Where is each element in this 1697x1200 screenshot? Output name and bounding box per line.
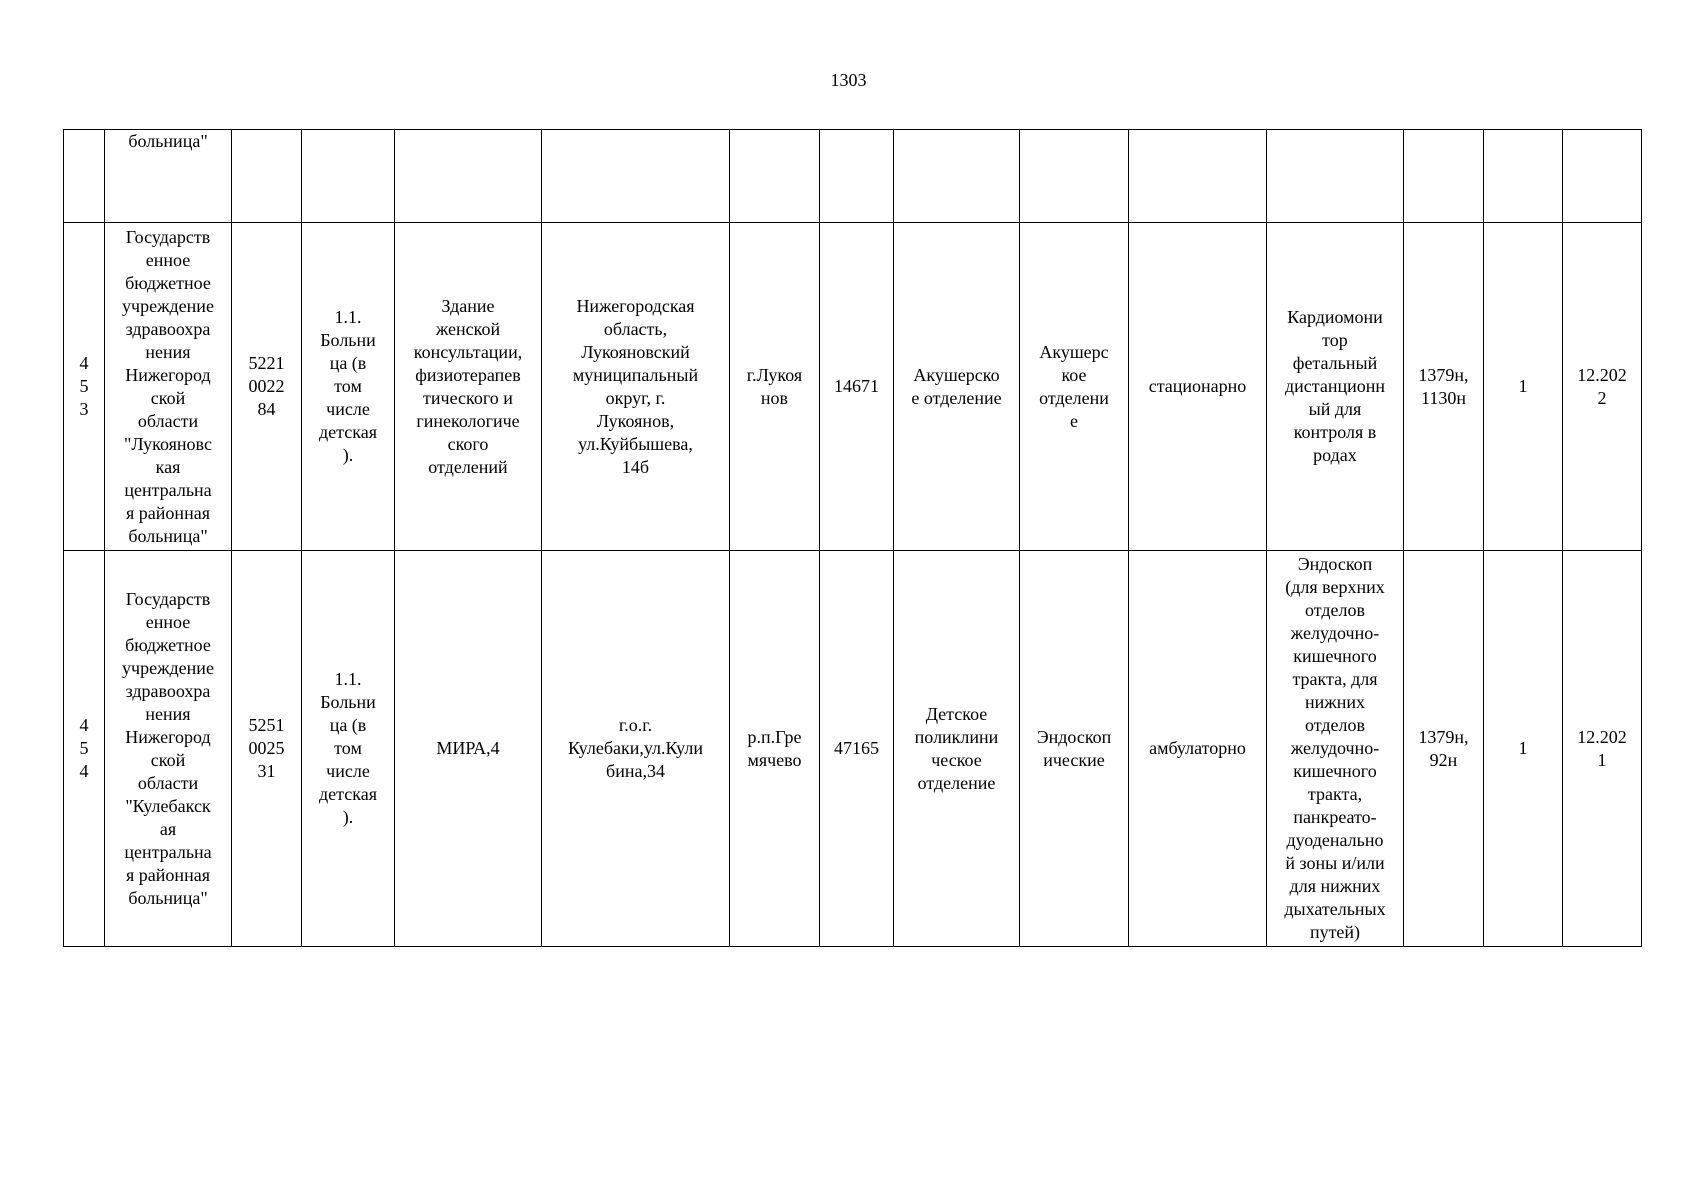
date-cell	[1563, 130, 1642, 223]
facility-type-cell: 1.1. Больни ца (в том числе детская ).	[302, 223, 395, 551]
profile-cell: Эндоскоп ические	[1020, 551, 1129, 947]
row-number-cell	[64, 130, 105, 223]
quantity-cell: 1	[1484, 551, 1563, 947]
care-condition-cell	[1129, 130, 1267, 223]
building-cell: Здание женской консультации, физиотерапев тического и гинекологиче ского отделений	[395, 223, 542, 551]
equipment-cell: Кардиомони тор фетальный дистанционн ый для контроля в родах	[1267, 223, 1404, 551]
table-row	[64, 551, 1642, 947]
facility-type-cell: 1.1. Больни ца (в том числе детская ).	[302, 551, 395, 947]
date-cell: 12.202 2	[1563, 223, 1642, 551]
page-number: 1303	[830, 70, 867, 90]
code-cell: 14671	[820, 223, 894, 551]
code-cell: 47165	[820, 551, 894, 947]
department-cell: Акушерско е отделение	[894, 223, 1020, 551]
organization-name-cell: Государств енное бюджетное учреждение здравоохра нения Нижегород ской области "Лукояновс кая центральна я районная больница"	[105, 223, 232, 551]
locality-cell	[730, 130, 820, 223]
quantity-cell	[1484, 130, 1563, 223]
row-number-cell: 4 5 3	[64, 223, 105, 551]
row-number-cell: 4 5 4	[64, 551, 105, 947]
table-row	[64, 130, 1642, 223]
department-cell	[894, 130, 1020, 223]
address-cell: г.о.г. Кулебаки,ул.Кули бина,34	[542, 551, 730, 947]
order-cell: 1379н, 92н	[1404, 551, 1484, 947]
equipment-cell: Эндоскоп (для верхних отделов желудочно- кишечного тракта, для нижних отделов желудочно- кишечного тракта, панкреато- дуоденально й зоны и/или для нижних дыхательных путей)	[1267, 551, 1404, 947]
address-cell	[542, 130, 730, 223]
department-cell: Детское поликлини ческое отделение	[894, 551, 1020, 947]
order-cell: 1379н, 1130н	[1404, 223, 1484, 551]
equipment-cell	[1267, 130, 1404, 223]
address-cell: Нижегородская область, Лукояновский муниципальный округ, г. Лукоянов, ул.Куйбышева, 14б	[542, 223, 730, 551]
inn-cell	[232, 130, 302, 223]
care-condition-cell: амбулаторно	[1129, 551, 1267, 947]
profile-cell	[1020, 130, 1129, 223]
organization-name-cell: больница"	[105, 130, 232, 223]
quantity-cell: 1	[1484, 223, 1563, 551]
locality-cell: р.п.Гре мячево	[730, 551, 820, 947]
inn-cell: 5221 0022 84	[232, 223, 302, 551]
code-cell	[820, 130, 894, 223]
organization-name-cell: Государств енное бюджетное учреждение здравоохра нения Нижегород ской области "Кулебакск ая центральна я районная больница"	[105, 551, 232, 947]
care-condition-cell: стационарно	[1129, 223, 1267, 551]
building-cell	[395, 130, 542, 223]
profile-cell: Акушерс кое отделени е	[1020, 223, 1129, 551]
registry-table	[63, 129, 1642, 947]
building-cell: МИРА,4	[395, 551, 542, 947]
table-row	[64, 223, 1642, 551]
date-cell: 12.202 1	[1563, 551, 1642, 947]
order-cell	[1404, 130, 1484, 223]
facility-type-cell	[302, 130, 395, 223]
inn-cell: 5251 0025 31	[232, 551, 302, 947]
locality-cell: г.Лукоя нов	[730, 223, 820, 551]
